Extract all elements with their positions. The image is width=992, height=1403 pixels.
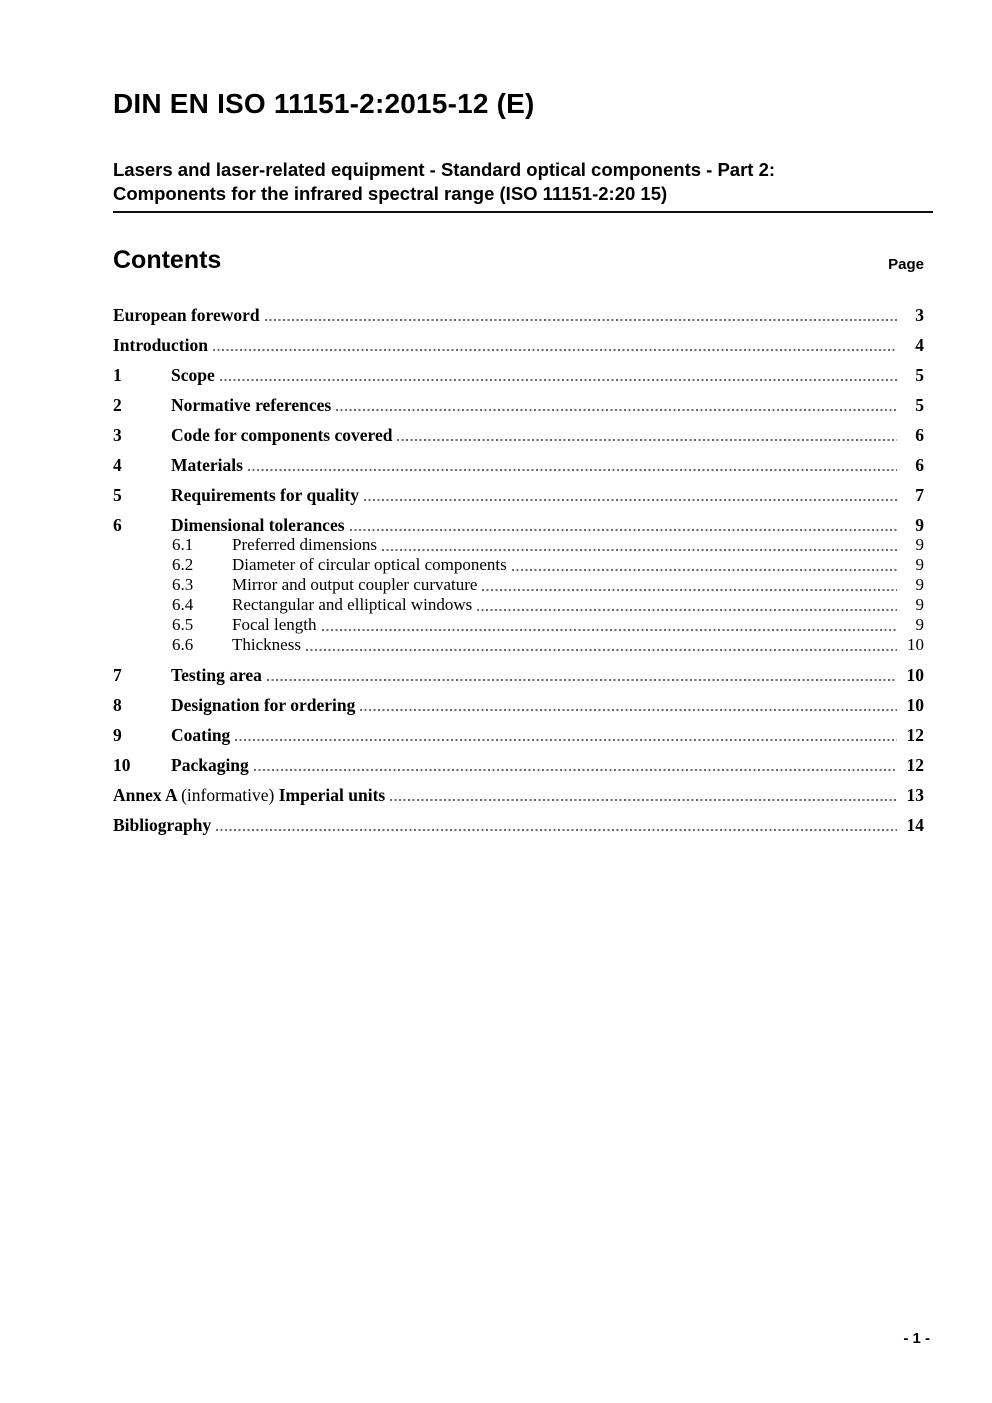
toc-entry-title: Normative references	[171, 395, 332, 415]
toc-entry-title: Focal length	[232, 615, 317, 634]
toc-entry-page: 3	[915, 305, 924, 325]
toc-entry-title-part: Imperial units	[278, 785, 386, 805]
contents-heading: Contents	[113, 246, 222, 274]
dot-leader	[382, 549, 897, 551]
toc-entry-page: 10	[906, 665, 924, 685]
dot-leader	[216, 829, 897, 831]
toc-entry-number: 6	[113, 515, 122, 535]
toc-entry-page: 9	[915, 615, 924, 634]
toc-entry	[113, 785, 924, 805]
dot-leader	[350, 529, 897, 531]
dot-leader	[390, 799, 897, 801]
document-title-line2: Components for the infrared spectral range (ISO 11151-2:20 15)	[113, 183, 668, 204]
toc-entry-page: 10	[906, 695, 924, 715]
toc-entry-number: 9	[113, 725, 122, 745]
dot-leader	[477, 609, 897, 611]
toc-entry	[113, 665, 924, 685]
toc-entry-number: 3	[113, 425, 122, 445]
toc-entry-title: Introduction	[113, 335, 208, 355]
toc-entry-title-part: Annex A	[113, 785, 182, 805]
toc-entry-title: Requirements for quality	[171, 485, 359, 505]
dot-leader	[248, 469, 897, 471]
toc-entry-page: 9	[915, 575, 924, 594]
toc-entry-number: 7	[113, 665, 122, 685]
toc-entry	[113, 335, 924, 355]
toc-entry-number: 6.2	[172, 555, 194, 574]
dot-leader	[336, 409, 897, 411]
toc-entry-page: 10	[907, 635, 924, 654]
dot-leader	[512, 569, 897, 571]
toc-entry-title: Designation for ordering	[171, 695, 356, 715]
toc-entry-number: 6.4	[172, 595, 194, 614]
toc-entry-title: Preferred dimensions	[232, 535, 377, 554]
toc-entry-title: Diameter of circular optical components	[232, 555, 507, 574]
toc-entry-title: Rectangular and elliptical windows	[232, 595, 473, 614]
dot-leader	[235, 739, 897, 741]
toc-entry-title: Thickness	[232, 635, 301, 654]
toc-entry	[113, 425, 924, 445]
document-number: DIN EN ISO 11151-2:2015-12 (E)	[113, 88, 535, 119]
dot-leader	[220, 379, 897, 381]
toc-entry-page: 12	[906, 755, 924, 775]
toc-entry-page: 9	[915, 535, 924, 554]
toc-entry	[113, 575, 924, 595]
footer-page-number: - 1 -	[903, 1330, 930, 1347]
toc-entry-page: 14	[906, 815, 924, 835]
toc-entry-number: 6.3	[172, 575, 194, 594]
toc-entry-page: 7	[915, 485, 924, 505]
toc-entry-page: 9	[915, 515, 924, 535]
toc-entry	[113, 455, 924, 475]
toc-entry-number: 4	[113, 455, 122, 475]
toc-entry-page: 9	[915, 595, 924, 614]
toc-entry-title-part: (informative)	[181, 785, 279, 805]
toc-entry-page: 13	[906, 785, 924, 805]
toc-entry	[113, 485, 924, 505]
toc-entry-number: 10	[113, 755, 131, 775]
toc-list	[113, 295, 924, 835]
dot-leader	[254, 769, 897, 771]
toc-entry	[113, 595, 924, 615]
toc-entry-number: 2	[113, 395, 122, 415]
toc-entry-title: Packaging	[171, 755, 249, 775]
page-column-label: Page	[888, 256, 924, 273]
document-title	[113, 158, 933, 213]
toc-entry-title	[113, 785, 388, 805]
toc-entry-title: Materials	[171, 455, 243, 475]
toc-entry	[113, 305, 924, 325]
dot-leader	[213, 349, 897, 351]
toc-entry-title: Code for components covered	[171, 425, 393, 445]
toc-entry-page: 5	[915, 395, 924, 415]
toc-entry-page: 6	[915, 455, 924, 475]
toc-entry	[113, 755, 924, 775]
toc-entry-page: 9	[915, 555, 924, 574]
toc-entry-title: Testing area	[171, 665, 262, 685]
toc-entry	[113, 515, 924, 535]
dot-leader	[482, 589, 897, 591]
toc-entry	[113, 815, 924, 835]
toc-entry	[113, 365, 924, 385]
dot-leader	[364, 499, 897, 501]
toc-entry-number: 5	[113, 485, 122, 505]
toc-entry	[113, 635, 924, 655]
toc-entry-page: 4	[915, 335, 924, 355]
toc-entry	[113, 535, 924, 555]
dot-leader	[397, 439, 897, 441]
toc-entry	[113, 695, 924, 715]
toc-entry-title: European foreword	[113, 305, 260, 325]
toc-entry-page: 6	[915, 425, 924, 445]
toc-entry-page: 12	[906, 725, 924, 745]
dot-leader	[267, 679, 897, 681]
dot-leader	[322, 629, 897, 631]
toc-entry-title: Dimensional tolerances	[171, 515, 345, 535]
toc-entry	[113, 615, 924, 635]
toc-entry	[113, 395, 924, 415]
dot-leader	[265, 319, 897, 321]
toc-entry-title: Mirror and output coupler curvature	[232, 575, 478, 594]
toc-entry-number: 6.5	[172, 615, 194, 634]
toc-entry-number: 1	[113, 365, 122, 385]
toc-entry-title: Scope	[171, 365, 215, 385]
toc-entry	[113, 555, 924, 575]
toc-entry-number: 8	[113, 695, 122, 715]
toc-entry-title: Coating	[171, 725, 231, 745]
dot-leader	[306, 649, 897, 651]
toc-entry-title: Bibliography	[113, 815, 212, 835]
dot-leader	[360, 709, 897, 711]
toc-entry-number: 6.1	[172, 535, 194, 554]
toc-entry	[113, 725, 924, 745]
toc-entry-page: 5	[915, 365, 924, 385]
toc-entry-number: 6.6	[172, 635, 194, 654]
document-title-line1: Lasers and laser-related equipment - Standard optical components - Part 2:	[113, 159, 776, 180]
